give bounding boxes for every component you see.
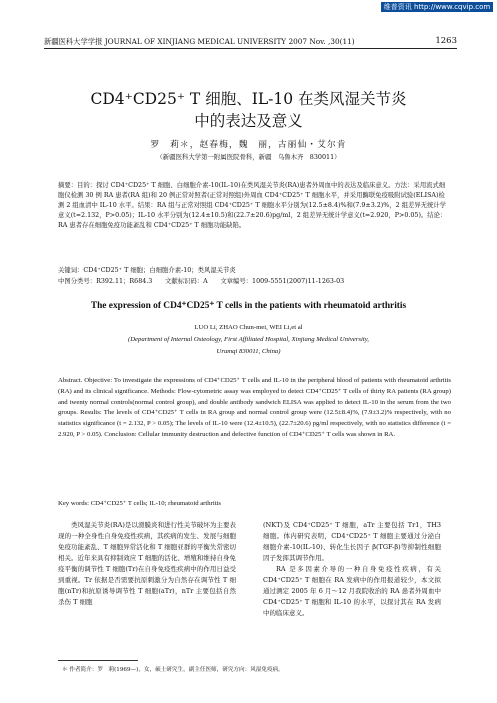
body-paragraph: RA 是多因素介导的一种自身免疫性疾病，有关 CD4⁺CD25⁺ T 细胞在 RA 发病中的作用报道较少，本文拟通过测定 2005 年 6 月～12 月我院收治的 RA 患者外周血中 CD4⁺CD25⁺ T 细胞和 IL-10 的水平，以探讨其在 RA 发病中的临床意义。 (263, 565, 441, 617)
keywords-en: Key words: CD4⁺CD25⁺ T cells; IL-10; rheumatoid arthritis (58, 500, 222, 507)
title-line-2: 中的表达及意义 (194, 112, 303, 130)
body-paragraph: (NKT)及 CD4⁺CD25⁺ T 细胞，aTr 主要包括 Tr1，TH3 细胞。体内研究表明，CD4⁺CD25⁺ T 细胞主要通过分泌白细胞介素-10(IL-10)、转化生长因子 β(TGF-β)等抑制性细胞因子发挥其调节作用。 (263, 521, 441, 562)
city-en: Urumqi 830011, China) (216, 348, 281, 355)
footnote-divider (58, 660, 138, 661)
affiliation-cn: （新疆医科大学第一附属医院骨科，新疆 乌鲁木齐 830011） (156, 153, 341, 161)
paper-title (0, 88, 497, 132)
body-paragraph: 类风湿关节炎(RA)是以滑膜炎和进行性关节破坏为主要表现的一种全身性自身免疫性疾病，其疾病的发生、发展与细胞免疫功能紊乱、T 细胞异常活化和 T 细胞亚群的平衡失常密切相关。近年来具有抑制效应 T 细胞的活化、增殖和维持自身免疫平衡的调节性 T 细胞(Tr)在自身免疫性疾病中的作用日益受到重视。Tr 依据是否需要抗原刺激分为自然存在调节性 T 细胞(nTr)和抗原诱导调节性 T 细胞(aTr)，nTr 主要包括自然杀伤 T 细胞 (58, 521, 236, 606)
abstract-en: Abstract. Objective: To investigate the expressions of CD4⁺CD25⁺ T cells and IL-10 in the peripheral blood of patients with rheumatoid arthritis (RA) and its clinical significance. Methods: Flow-cytometric assay was employed to detect CD4⁺CD25⁺ T cells of thirty RA patients (RA group) and twenty normal controls(normal control group), and double antibody sandwich ELISA was applied to detect IL-10 in the serum from the two groups. Results: The levels of CD4⁺CD25⁺ T cells in RA group and normal control group were (12.5±8.4)%, (7.9±3.2)% respectively, with no statistics significance (t = 2.132, P > 0.05); The levels of IL-10 were (12.4±10.5), (22.7±20.6) pg/ml respectively, with no statistics difference (t = 2.920, P > 0.05). Conclusion: Cellular immunity destruction and defective function of CD4⁺CD25⁺ T cells was shown in RA. (58, 377, 451, 438)
title-line-1: CD4⁺CD25⁺ T 细胞、IL-10 在类风湿关节炎 (90, 90, 407, 108)
author-footnote: ＊ 作者简介：罗 莉(1969—)，女，硕士研究生，副主任医师，研究方向：风湿免疫病。 (62, 667, 284, 673)
running-header (44, 36, 457, 49)
page-number: 1263 (435, 36, 457, 46)
journal-header: 新疆医科大学学报 JOURNAL OF XINJIANG MEDICAL UNIVERSITY 2007 Nov. ,30(11) (44, 37, 355, 46)
affiliation-en: (Department of Internal Osteology, First Affiliated Hospital, Xinjiang Medical University, (128, 336, 369, 343)
title-en: The expression of CD4⁺CD25⁺ T cells in the patients with rheumatoid arthritis (90, 301, 407, 311)
body-column-left (58, 520, 236, 608)
body-column-right (263, 520, 441, 619)
source-stamp: 维普资讯 http://www.cqvip.com (381, 2, 493, 12)
authors-en: LUO Li, ZHAO Chun-mei, WEI Li,et al (194, 324, 303, 331)
abstract-cn: 摘要：目的：探讨 CD4⁺CD25⁺ T 细胞、白细胞介素-10(IL-10)在类风湿关节炎(RA)患者外周血中的表达及临床意义。方法：采用流式细胞仪检测 30 例 RA 患者(RA 组)和 20 例正常对照者(正常对照组)外周血 CD4⁺CD25⁺ T 细胞水平，并采用酶联免疫吸附试验(ELISA)检测 2 组血清中 IL-10 水平。结果：RA 组与正常对照组 CD4⁺CD25⁺ T 细胞水平分别为(12.5±8.4)%和(7.9±3.2)%，2 组差异无统计学意义(t=2.132，P>0.05)；IL-10 水平分别为(12.4±10.5)和(22.7±20.6)pg/ml，2 组差异无统计学意义(t=2.920，P>0.05)。结论：RA 患者存在细胞免疫功能紊乱和 CD4⁺CD25⁺ T 细胞功能缺陷。 (58, 182, 447, 230)
authors-cn: 罗 莉＊，赵春梅，魏 丽，古丽仙・艾尔肯 (150, 140, 347, 150)
classification-cn: 中图分类号：R392.11；R684.3 文献标识码：A 文章编号：1009-5551(2007)11-1263-03 (58, 278, 345, 285)
keywords-cn: 关键词：CD4⁺CD25⁺ T 细胞；白细胞介素-10；类风湿关节炎 (58, 267, 236, 274)
